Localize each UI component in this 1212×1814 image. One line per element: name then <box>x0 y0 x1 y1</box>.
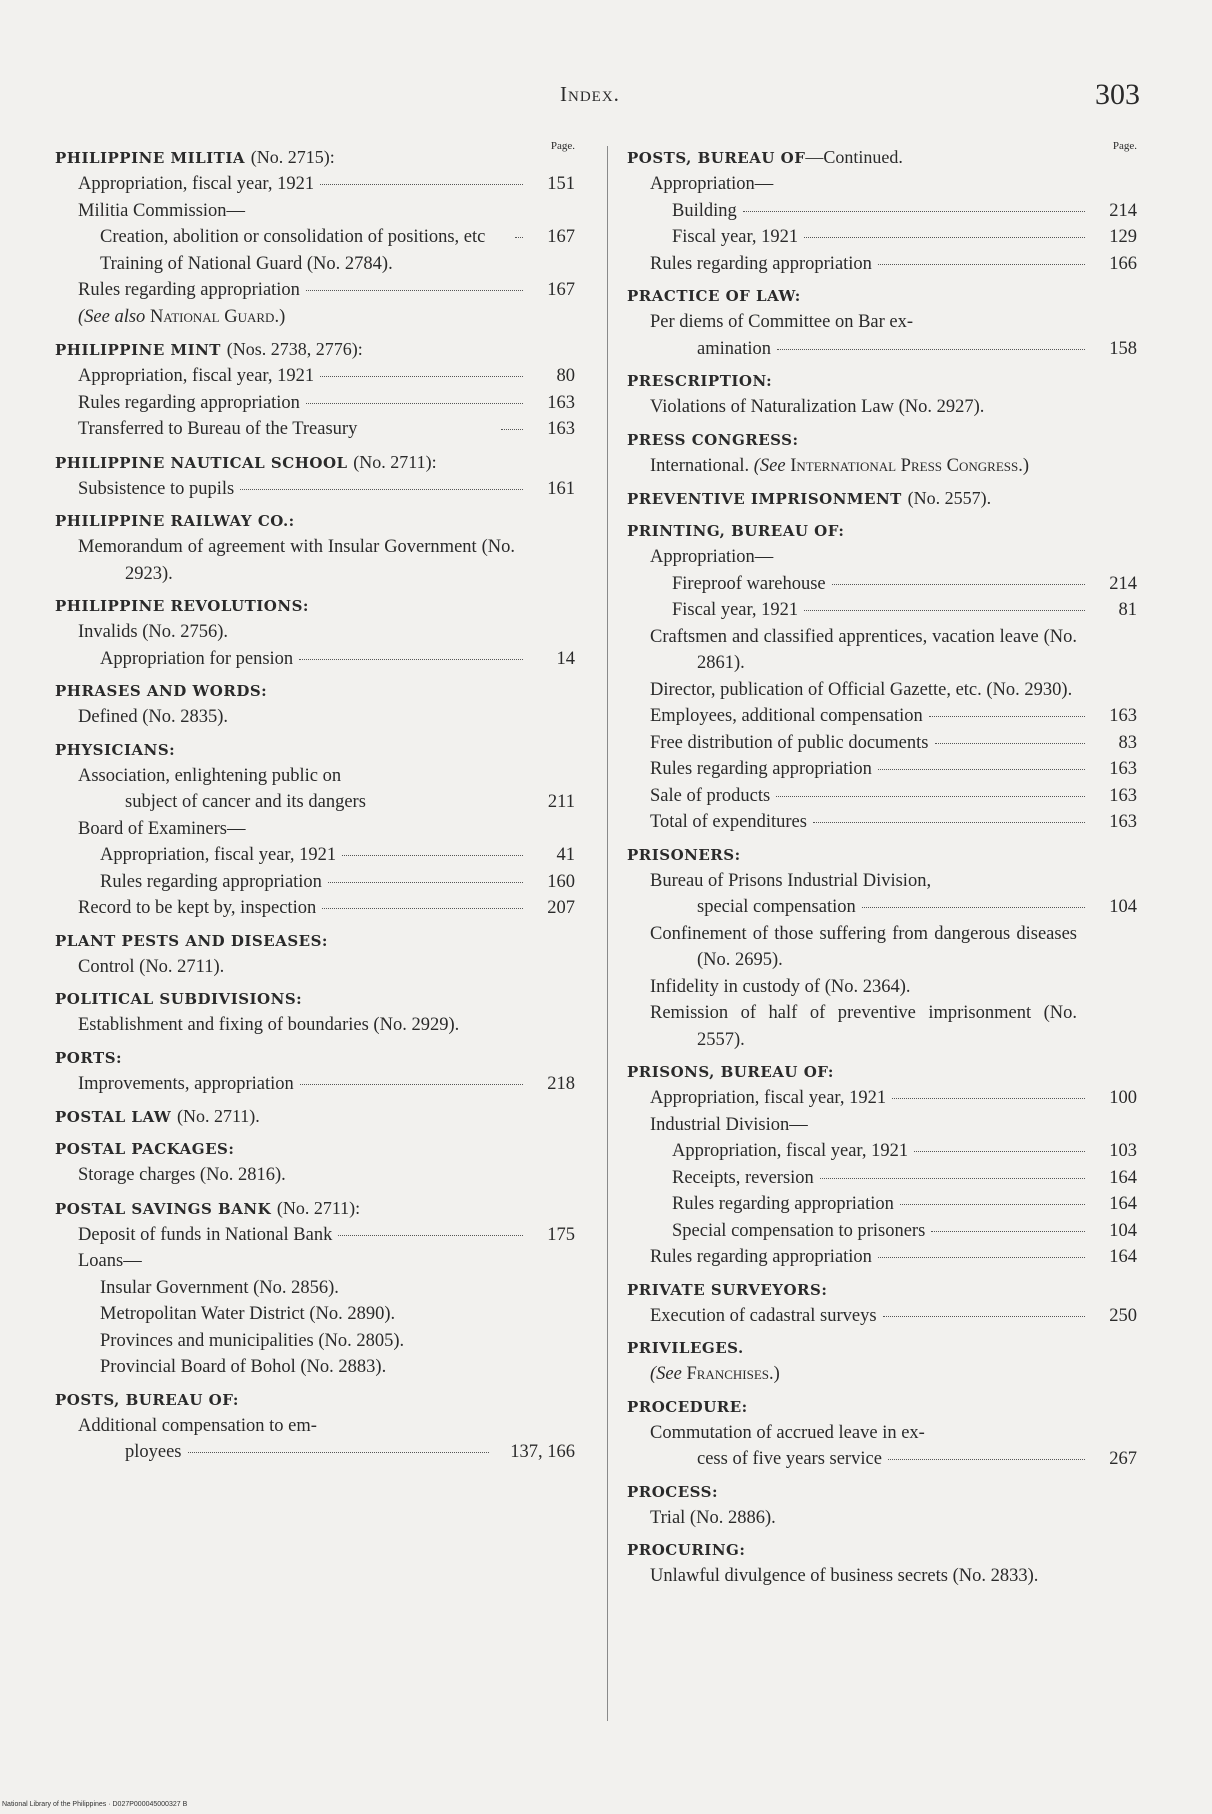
entry-heading: PORTS: <box>55 1048 123 1067</box>
entry-heading: PROCURING: <box>627 1541 746 1559</box>
entry-heading: PHYSICIANS: <box>55 740 176 759</box>
index-entry-process: PROCESS: Trial (No. 2886). <box>627 1479 1137 1532</box>
entry-heading: PREVENTIVE IMPRISONMENT <box>627 490 902 508</box>
entry-heading: POSTAL PACKAGES: <box>55 1140 235 1158</box>
index-entry-militia: PHILIPPINE MILITIA (No. 2715): Appropriation, fiscal year, 1921 151 Militia Commission— Creation, abolition or consolidation of positions, etc 167 Training of National Guard (No. 2784). Rules regarding appropriation 167 (See also National Guard.) <box>55 147 575 327</box>
index-entry-press: PRESS CONGRESS: International. (See International Press Congress.) <box>627 427 1137 480</box>
entry-heading: PRESCRIPTION: <box>627 372 773 390</box>
page-header <box>0 78 1212 122</box>
entry-heading: POSTS, BUREAU OF <box>627 149 806 167</box>
index-entry-revolutions: PHILIPPINE REVOLUTIONS: Invalids (No. 2756). Appropriation for pension 14 <box>55 593 575 672</box>
index-entry-practice: PRACTICE OF LAW: Per diems of Committee on Bar ex- amination 158 <box>627 283 1137 362</box>
scan-footer: National Library of the Philippines · D027P000045000327 B <box>2 1801 188 1808</box>
index-entry-prescription: PRESCRIPTION: Violations of Naturalization Law (No. 2927). <box>627 368 1137 421</box>
entry-heading: PRESS CONGRESS: <box>627 430 799 449</box>
entry-heading: PHILIPPINE REVOLUTIONS: <box>55 597 309 615</box>
index-entry-printing: PRINTING, BUREAU OF: Appropriation— Fireproof warehouse 214 Fiscal year, 1921 81 Craftsmen and classified apprentices, vacation leave (No. 2861). Director, publication of Official Gazette, etc. (No. 2930). Employees, additional compensation 163 Free distribution of public documents 83 Rules regarding appropriation 163 Sale of products 163 Total of expenditures 163 <box>627 518 1137 836</box>
entry-heading: PHRASES AND WORDS: <box>55 682 268 700</box>
entry-heading: POSTAL SAVINGS BANK <box>55 1199 272 1218</box>
index-entry-railway: PHILIPPINE RAILWAY CO.: Memorandum of agreement with Insular Government (No. 2923). <box>55 508 575 587</box>
index-entry-postal-packages: POSTAL PACKAGES: Storage charges (No. 2816). <box>55 1136 575 1189</box>
column-divider <box>607 146 608 1721</box>
index-entry-procedure: PROCEDURE: Commutation of accrued leave in ex- cess of five years service 267 <box>627 1394 1137 1473</box>
page-number: 303 <box>1095 78 1140 111</box>
index-entry-physicians: PHYSICIANS: Association, enlightening public on subject of cancer and its dangers 211 Board of Examiners— Appropriation, fiscal year, 1921 41 Rules regarding appropriation 160 Record to be kept by, inspection 207 <box>55 737 575 922</box>
index-entry-preventive: PREVENTIVE IMPRISONMENT (No. 2557). <box>627 488 992 508</box>
index-entry-postal-law: POSTAL LAW (No. 2711). <box>55 1106 260 1126</box>
entry-heading: POLITICAL SUBDIVISIONS: <box>55 990 303 1008</box>
index-entry-ports: PORTS: Improvements, appropriation 218 <box>55 1045 575 1098</box>
index-entry-surveyors: PRIVATE SURVEYORS: Execution of cadastral surveys 250 <box>627 1277 1137 1330</box>
entry-heading: PHILIPPINE NAUTICAL SCHOOL <box>55 453 348 472</box>
index-entry-posts-continued: POSTS, BUREAU OF—Continued. Appropriation— Building 214 Fiscal year, 1921 129 Rules regarding appropriation 166 <box>627 147 1137 274</box>
index-entry-plant: PLANT PESTS AND DISEASES: Control (No. 2711). <box>55 928 575 981</box>
index-entry-political: POLITICAL SUBDIVISIONS: Establishment and fixing of boundaries (No. 2929). <box>55 986 575 1039</box>
entry-heading: PHILIPPINE MINT <box>55 341 221 359</box>
index-entry-phrases: PHRASES AND WORDS: Defined (No. 2835). <box>55 678 575 731</box>
entry-heading: PLANT PESTS AND DISEASES: <box>55 931 328 950</box>
index-entry-procuring: PROCURING: Unlawful divulgence of business secrets (No. 2833). <box>627 1537 1137 1590</box>
index-entry-prisoners: PRISONERS: Bureau of Prisons Industrial Division, special compensation 104 Confinement of those suffering from dangerous diseases (No. 2695). Infidelity in custody of (No. 2364). Remission of half of preventive imprisonment (No. 2557). <box>627 842 1137 1054</box>
index-entry-posts: POSTS, BUREAU OF: Additional compensation to em- ployees 137, 166 <box>55 1387 575 1466</box>
entry-heading: PROCEDURE: <box>627 1397 748 1416</box>
left-column: Page. PHILIPPINE MILITIA (No. 2715): Appropriation, fiscal year, 1921 151 Militia Commission— Creation, abolition or consolidation of positions, etc 167 Training of National Guard (No. 2784). Rules regarding appropriation 167 (See also National Guard.) PHILIPPINE MINT (Nos. 2738, 2776): Appropriation, fiscal year, 1921 80 Rules regarding appropriation 163 Transferred to Bureau of the Treasury 163 PHILIPPINE NAUTICAL SCHOOL (No. 2711): Subsistence to pupils 161 PHILIPPINE RAILWAY CO.: Memorandum of agreement with Insular Government (No. 2923). PHILIPPINE REVOLUTIONS: Invalids (No. 2756). Appropriation for pension 14 PHRASES AND WORDS: Defined (No. 2835). PHYSICIANS: Association, enlightening public on subject of cancer and its dangers 211 Board of Examiners— Appropriation, fiscal year, 1921 41 Rules regarding appropriation 160 Record to be kept by, inspection 207 PLANT PESTS AND DISEASES: Control (No. 2711). POLITICAL SUBDIVISIONS: Establishment and fixing of boundaries (No. 2929). PORTS: Improvements, appropriation 218 POSTAL LAW (No. 2711). POSTAL PACKAGES: Storage charges (No. 2816). POSTAL SAVINGS BANK (No. 2711): Deposit of funds in National Bank 175 Loans— Insular Government (No. 2856). Metropolitan Water District (No. 2890). Provinces and municipalities (No. 2805). Provincial Board of Bohol (No. 2883). POSTS, BUREAU OF: Additional compensation to em- ployees 137, 166 <box>55 138 575 1466</box>
entry-heading: PHILIPPINE RAILWAY CO.: <box>55 512 295 530</box>
index-entry-prisons: PRISONS, BUREAU OF: Appropriation, fiscal year, 1921 100 Industrial Division— Appropriation, fiscal year, 1921 103 Receipts, reversion 164 Rules regarding appropriation 164 Special compensation to prisoners 104 Rules regarding appropriation 164 <box>627 1059 1137 1271</box>
index-entry-nautical: PHILIPPINE NAUTICAL SCHOOL (No. 2711): Subsistence to pupils 161 <box>55 451 575 499</box>
entry-heading: PRISONS, BUREAU OF: <box>627 1063 834 1081</box>
index-entry-savings: POSTAL SAVINGS BANK (No. 2711): Deposit of funds in National Bank 175 Loans— Insular Government (No. 2856). Metropolitan Water District (No. 2890). Provinces and municipalities (No. 2805). Provincial Board of Bohol (No. 2883). <box>55 1197 575 1377</box>
page-ref: 151 <box>547 174 575 194</box>
entry-heading: POSTS, BUREAU OF: <box>55 1390 239 1409</box>
entry-heading: PHILIPPINE MILITIA <box>55 149 245 167</box>
entry-heading: PRINTING, BUREAU OF: <box>627 522 845 540</box>
index-entry-mint: PHILIPPINE MINT (Nos. 2738, 2776): Appropriation, fiscal year, 1921 80 Rules regarding appropriation 163 Transferred to Bureau of the Treasury 163 <box>55 339 575 439</box>
running-title: Index. <box>560 82 620 106</box>
index-entry-privileges: PRIVILEGES. (See Franchises.) <box>627 1335 1137 1388</box>
right-column: Page. POSTS, BUREAU OF—Continued. Appropriation— Building 214 Fiscal year, 1921 129 Rules regarding appropriation 166 PRACTICE OF LAW: Per diems of Committee on Bar ex- amination 158 PRESCRIPTION: Violations of Naturalization Law (No. 2927). PRESS CONGRESS: International. (See International Press Congress.) PREVENTIVE IMPRISONMENT (No. 2557). PRINTING, BUREAU OF: Appropriation— Fireproof warehouse 214 Fiscal year, 1921 81 Craftsmen and classified apprentices, vacation leave (No. 2861). Director, publication of Official Gazette, etc. (No. 2930). Employees, additional compensation 163 Free distribution of public documents 83 Rules regarding appropriation 163 Sale of products 163 Total of expenditures 163 PRISONERS: Bureau of Prisons Industrial Division, special compensation 104 Confinement of those suffering from dangerous diseases (No. 2695). Infidelity in custody of (No. 2364). Remission of half of preventive imprisonment (No. 2557). PRISONS, BUREAU OF: Appropriation, fiscal year, 1921 100 Industrial Division— Appropriation, fiscal year, 1921 103 Receipts, reversion 164 Rules regarding appropriation 164 Special compensation to prisoners 104 Rules regarding appropriation 164 PRIVATE SURVEYORS: Execution of cadastral surveys 250 PRIVILEGES. (See Franchises.) PROCEDURE: Commutation of accrued leave in ex- cess of five years service 267 PROCESS: Trial (No. 2886). PROCURING: Unlawful divulgence of business secrets (No. 2833). <box>627 138 1137 1590</box>
entry-heading: POSTAL LAW <box>55 1108 172 1126</box>
entry-heading: PRISONERS: <box>627 845 741 864</box>
entry-heading: PRACTICE OF LAW: <box>627 287 801 305</box>
entry-heading: PROCESS: <box>627 1482 719 1501</box>
entry-heading: PRIVATE SURVEYORS: <box>627 1280 828 1299</box>
entry-heading: PRIVILEGES. <box>627 1339 744 1357</box>
